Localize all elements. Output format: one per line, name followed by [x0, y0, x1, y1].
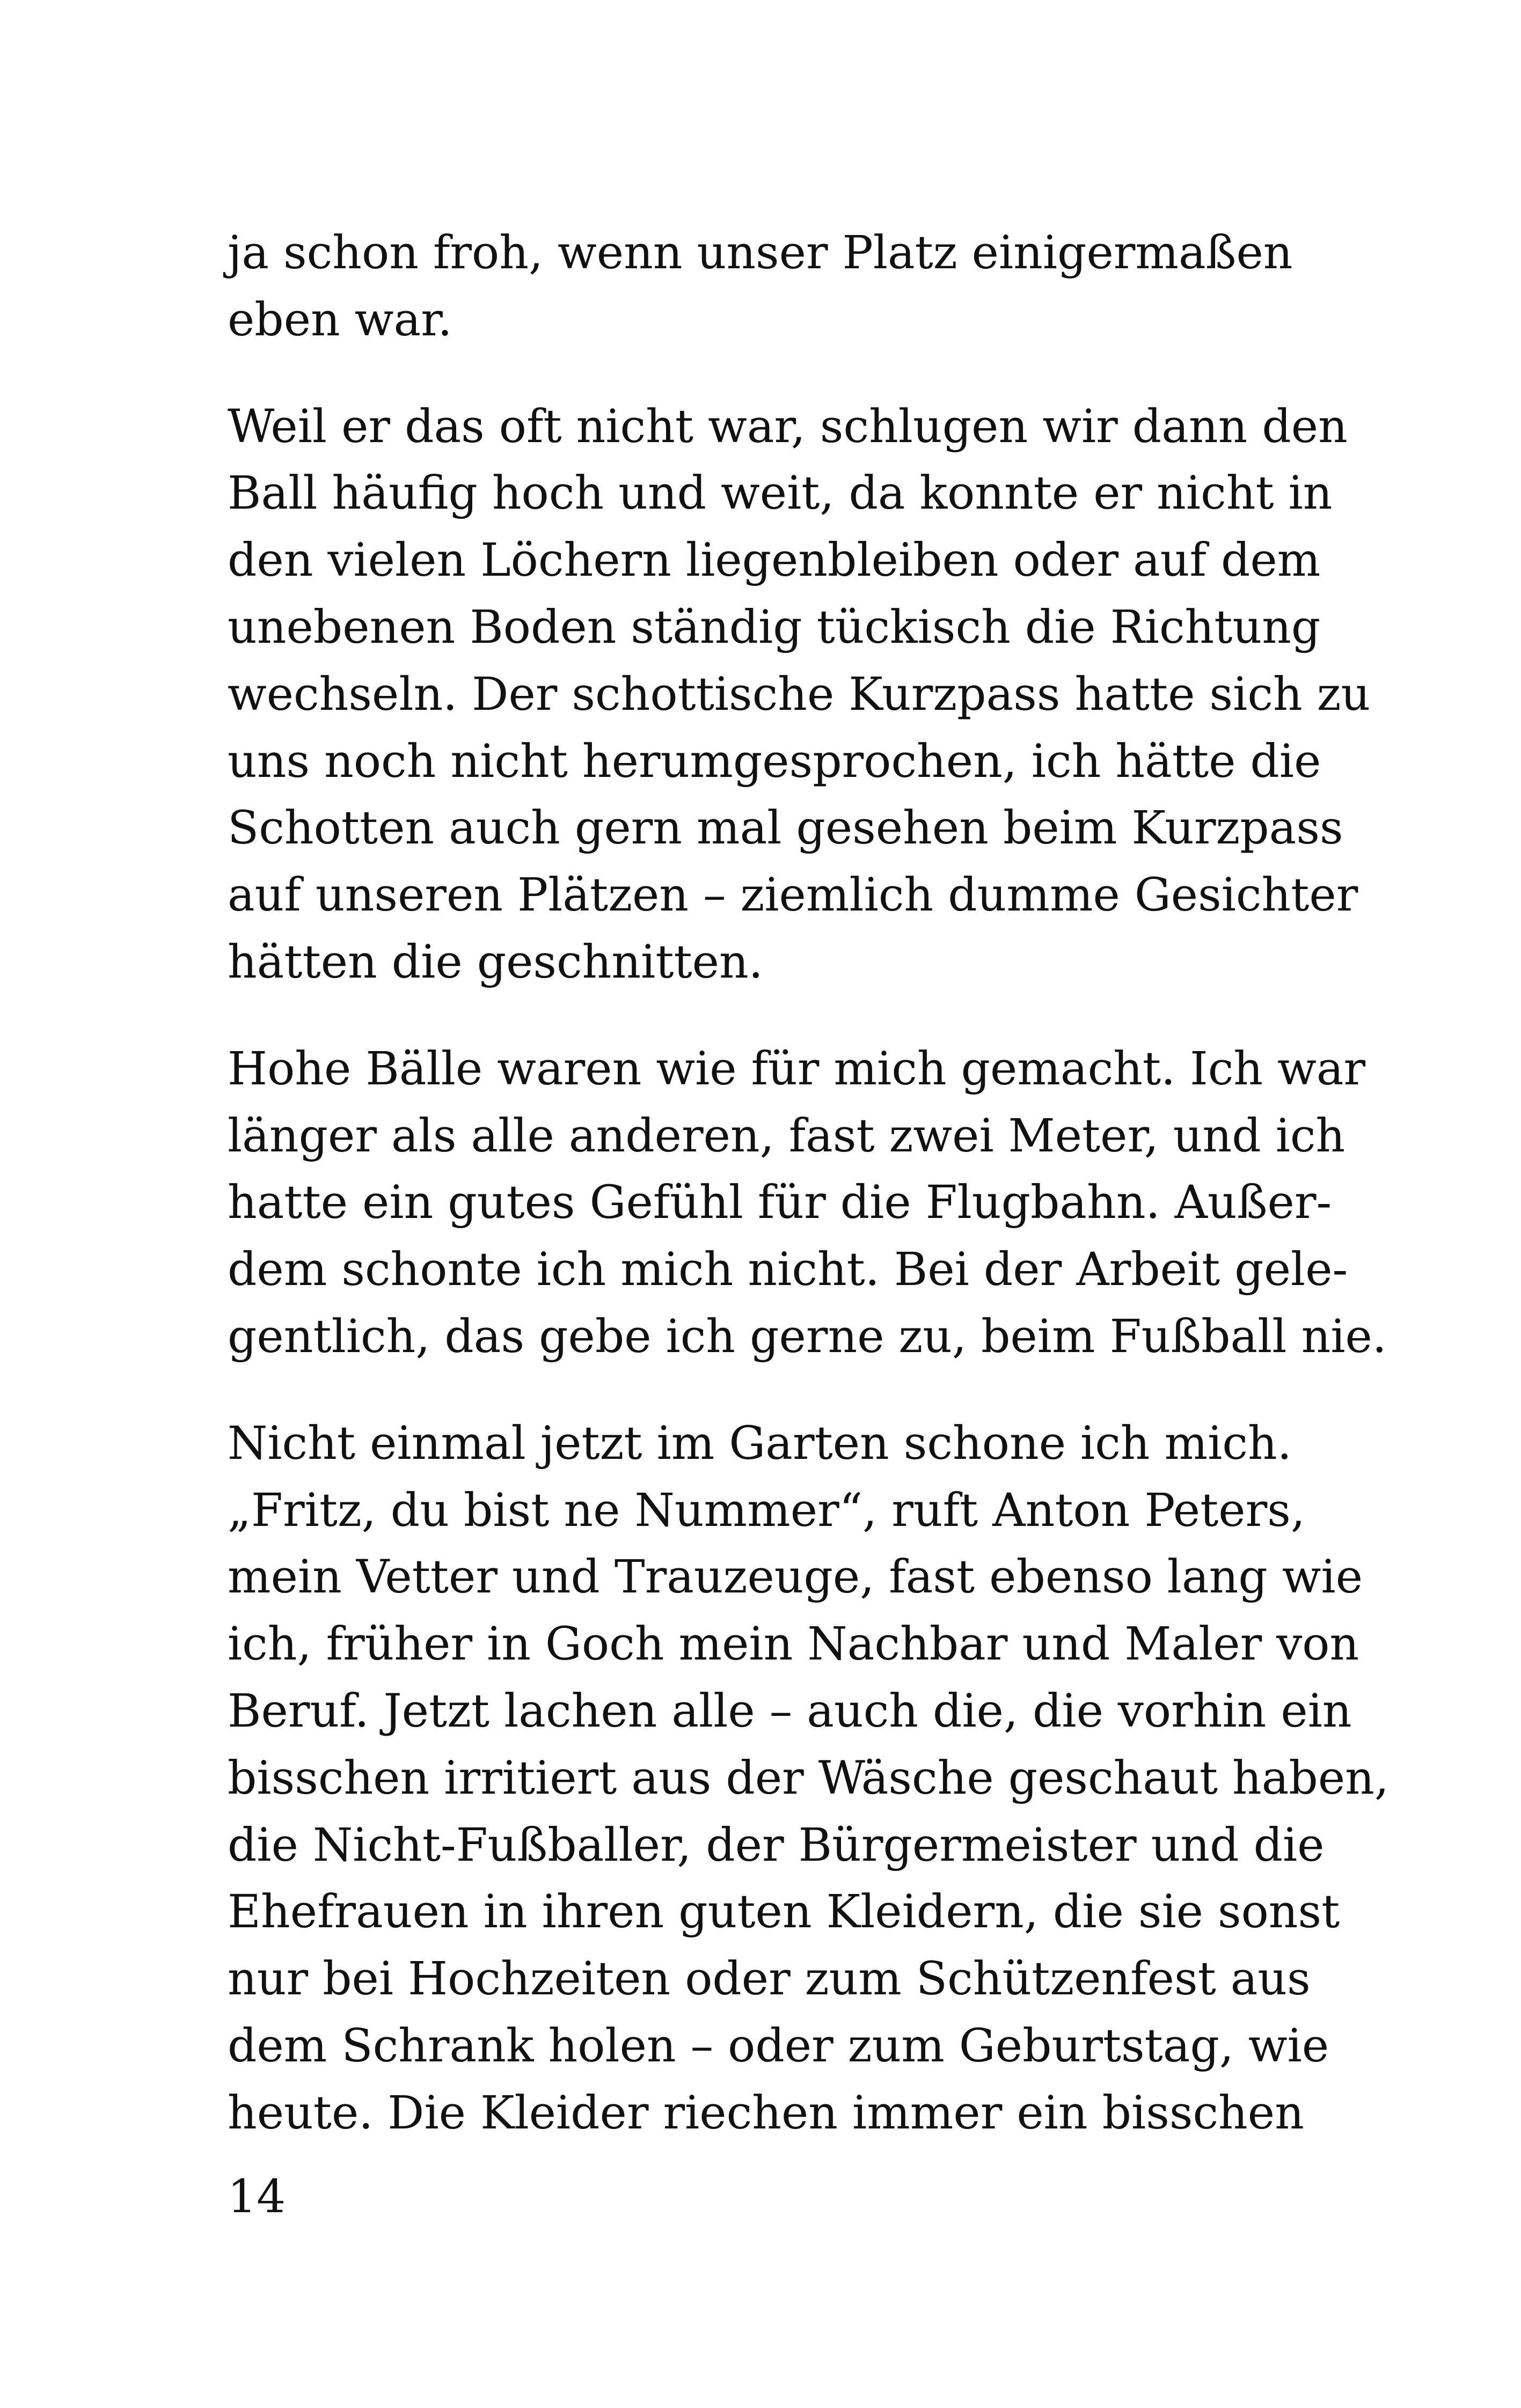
- text-line: gentlich, das gebe ich gerne zu, beim Fußball nie.: [228, 1310, 1387, 1363]
- text-line: ja schon froh, wenn unser Platz einigermaßen: [228, 226, 1293, 280]
- paragraph-4: [228, 1411, 1389, 2147]
- text-line: Beruf. Jetzt lachen alle – auch die, die vorhin ein: [228, 1684, 1352, 1738]
- text-line: bisschen irritiert aus der Wäsche geschaut haben,: [228, 1751, 1389, 1805]
- text-line: mein Vetter und Trauzeuge, fast ebenso lang wie: [228, 1551, 1363, 1604]
- paragraph-3: [228, 1036, 1387, 1371]
- text-line: den vielen Löchern liegenbleiben oder auf dem: [228, 534, 1321, 588]
- text-line: hatte ein gutes Gefühl für die Flugbahn. Außer-: [228, 1176, 1332, 1230]
- text-line: Ball häufig hoch und weit, da konnte er nicht in: [228, 467, 1333, 520]
- text-line: die Nicht-Fußballer, der Bürgermeister und die: [228, 1818, 1325, 1872]
- text-line: uns noch nicht herumgesprochen, ich hätte die: [228, 735, 1321, 788]
- text-line: Schotten auch gern mal gesehen beim Kurzpass: [228, 802, 1343, 855]
- text-line: dem Schrank holen – oder zum Geburtstag, wie: [228, 2019, 1329, 2073]
- text-line: nur bei Hochzeiten oder zum Schützenfest aus: [228, 1952, 1311, 2006]
- text-line: eben war.: [228, 293, 452, 347]
- text-line: dem schonte ich mich nicht. Bei der Arbeit gele-: [228, 1243, 1348, 1297]
- text-line: länger als alle anderen, fast zwei Meter, und ich: [228, 1109, 1346, 1163]
- text-line: unebenen Boden ständig tückisch die Richtung: [228, 600, 1321, 654]
- text-line: ich, früher in Goch mein Nachbar und Maler von: [228, 1618, 1359, 1671]
- text-line: Weil er das oft nicht war, schlugen wir dann den: [228, 400, 1348, 453]
- body-text: [228, 220, 1389, 2187]
- paragraph-2: [228, 394, 1371, 996]
- text-line: Ehefrauen in ihren guten Kleidern, die sie sonst: [228, 1885, 1340, 1939]
- text-line: Hohe Bälle waren wie für mich gemacht. Ich war: [228, 1042, 1366, 1096]
- text-line: hätten die geschnitten.: [228, 935, 763, 989]
- text-line: wechseln. Der schottische Kurzpass hatte sich zu: [228, 667, 1371, 721]
- text-line: auf unseren Plätzen – ziemlich dumme Gesichter: [228, 869, 1358, 922]
- text-line: „Fritz, du bist ne Nummer“, ruft Anton Peters,: [228, 1484, 1305, 1537]
- page-number: 14: [228, 2170, 286, 2223]
- text-line: Nicht einmal jetzt im Garten schone ich mich.: [228, 1416, 1292, 1470]
- text-line: heute. Die Kleider riechen immer ein bisschen: [228, 2086, 1304, 2140]
- paragraph-1: [228, 220, 1293, 354]
